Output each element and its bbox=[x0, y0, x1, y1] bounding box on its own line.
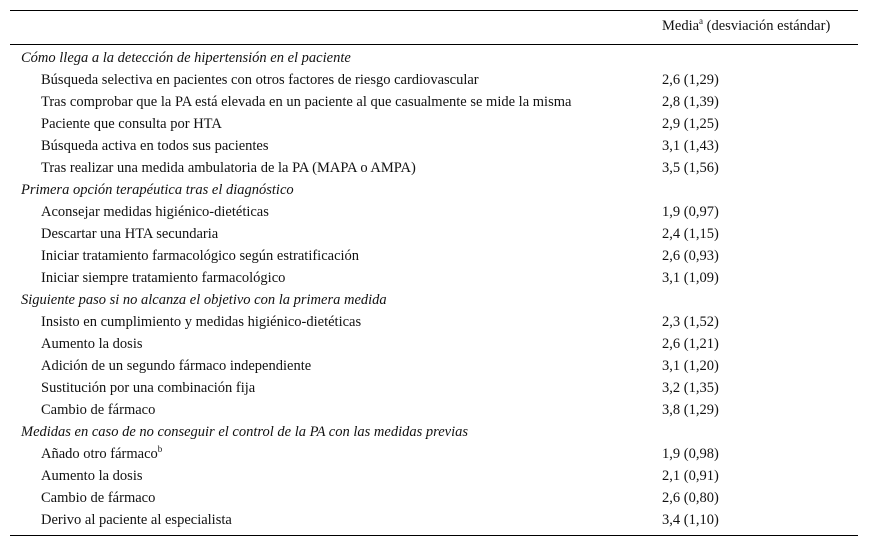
row-label-text: Añado otro fármaco bbox=[41, 446, 158, 462]
row-value: 3,2 (1,35) bbox=[662, 380, 719, 396]
row-label bbox=[41, 446, 162, 463]
table-row bbox=[10, 443, 858, 465]
table-row bbox=[10, 157, 858, 179]
section-heading bbox=[10, 421, 858, 443]
table-row bbox=[10, 509, 858, 531]
table-row bbox=[10, 465, 858, 487]
table-row bbox=[10, 311, 858, 333]
row-value: 1,9 (0,97) bbox=[662, 204, 719, 220]
row-label-text: Tras comprobar que la PA está elevada en un paciente al que casualmente se mide la misma bbox=[41, 94, 572, 110]
column-header-footnote-mark: a bbox=[699, 16, 704, 27]
row-value: 2,8 (1,39) bbox=[662, 94, 719, 110]
row-value: 3,4 (1,10) bbox=[662, 512, 719, 528]
row-label-text: Cambio de fármaco bbox=[41, 490, 156, 506]
section-title: Siguiente paso si no alcanza el objetivo con la primera medida bbox=[21, 292, 387, 308]
table-row bbox=[10, 267, 858, 289]
table-row bbox=[10, 355, 858, 377]
row-value: 1,9 (0,98) bbox=[662, 446, 719, 462]
row-label bbox=[41, 248, 359, 265]
row-value: 2,6 (0,80) bbox=[662, 490, 719, 506]
row-value: 2,4 (1,15) bbox=[662, 226, 719, 242]
table-row bbox=[10, 333, 858, 355]
row-label-text: Búsqueda activa en todos sus pacientes bbox=[41, 138, 269, 154]
row-label-text: Búsqueda selectiva en pacientes con otros factores de riesgo cardiovascular bbox=[41, 72, 479, 88]
row-value: 3,1 (1,09) bbox=[662, 270, 719, 286]
results-table bbox=[10, 10, 858, 536]
row-value: 3,8 (1,29) bbox=[662, 402, 719, 418]
row-value: 2,6 (1,29) bbox=[662, 72, 719, 88]
row-label-text: Adición de un segundo fármaco independiente bbox=[41, 358, 312, 374]
row-label bbox=[41, 204, 269, 221]
row-label bbox=[41, 358, 311, 375]
section-heading bbox=[10, 179, 858, 201]
column-header-media bbox=[662, 18, 830, 35]
row-label bbox=[41, 160, 416, 177]
row-label bbox=[41, 72, 479, 89]
row-label bbox=[41, 402, 155, 419]
row-label bbox=[41, 270, 285, 287]
row-label bbox=[41, 336, 143, 353]
row-label-text: Descartar una HTA secundaria bbox=[41, 226, 219, 242]
table-body bbox=[10, 45, 858, 535]
row-footnote-mark: b bbox=[157, 444, 163, 455]
row-value: 3,5 (1,56) bbox=[662, 160, 719, 176]
section-title: Cómo llega a la detección de hipertensión en el paciente bbox=[21, 50, 351, 66]
table-row bbox=[10, 487, 858, 509]
row-label-text: Tras realizar una medida ambulatoria de la PA (MAPA o AMPA) bbox=[41, 160, 416, 176]
row-label bbox=[41, 116, 222, 133]
section-title: Medidas en caso de no conseguir el control de la PA con las medidas previas bbox=[21, 424, 469, 440]
row-label-text: Aumento la dosis bbox=[41, 468, 143, 484]
section-heading bbox=[10, 289, 858, 311]
row-value: 2,1 (0,91) bbox=[662, 468, 719, 484]
row-label-text: Iniciar tratamiento farmacológico según estratificación bbox=[41, 248, 360, 264]
row-label-text: Insisto en cumplimiento y medidas higiénico-dietéticas bbox=[41, 314, 362, 330]
table-row bbox=[10, 399, 858, 421]
row-label-text: Iniciar siempre tratamiento farmacológico bbox=[41, 270, 286, 286]
row-label bbox=[41, 512, 232, 529]
table-row bbox=[10, 69, 858, 91]
table-row bbox=[10, 201, 858, 223]
row-label-text: Paciente que consulta por HTA bbox=[41, 116, 222, 132]
column-header-label: Media bbox=[662, 18, 700, 34]
column-header-suffix: (desviación estándar) bbox=[703, 18, 831, 34]
row-label-text: Cambio de fármaco bbox=[41, 402, 156, 418]
row-value: 3,1 (1,20) bbox=[662, 358, 719, 374]
row-value: 2,6 (1,21) bbox=[662, 336, 719, 352]
table-row bbox=[10, 135, 858, 157]
row-label bbox=[41, 94, 571, 111]
row-value: 2,6 (0,93) bbox=[662, 248, 719, 264]
row-label-text: Derivo al paciente al especialista bbox=[41, 512, 232, 528]
row-label bbox=[41, 468, 143, 485]
row-label bbox=[41, 314, 361, 331]
row-label bbox=[41, 380, 255, 397]
row-label-text: Aconsejar medidas higiénico-dietéticas bbox=[41, 204, 269, 220]
section-heading bbox=[10, 47, 858, 69]
table-row bbox=[10, 223, 858, 245]
row-value: 2,3 (1,52) bbox=[662, 314, 719, 330]
table-row bbox=[10, 113, 858, 135]
row-value: 3,1 (1,43) bbox=[662, 138, 719, 154]
row-label bbox=[41, 490, 155, 507]
table-row bbox=[10, 377, 858, 399]
row-label-text: Sustitución por una combinación fija bbox=[41, 380, 256, 396]
table-bottom-rule bbox=[10, 535, 858, 536]
row-value: 2,9 (1,25) bbox=[662, 116, 719, 132]
row-label bbox=[41, 138, 269, 155]
row-label bbox=[41, 226, 218, 243]
table-header bbox=[10, 11, 858, 44]
table-row bbox=[10, 245, 858, 267]
row-label-text: Aumento la dosis bbox=[41, 336, 143, 352]
table-row bbox=[10, 91, 858, 113]
section-title: Primera opción terapéutica tras el diagnóstico bbox=[21, 182, 294, 198]
